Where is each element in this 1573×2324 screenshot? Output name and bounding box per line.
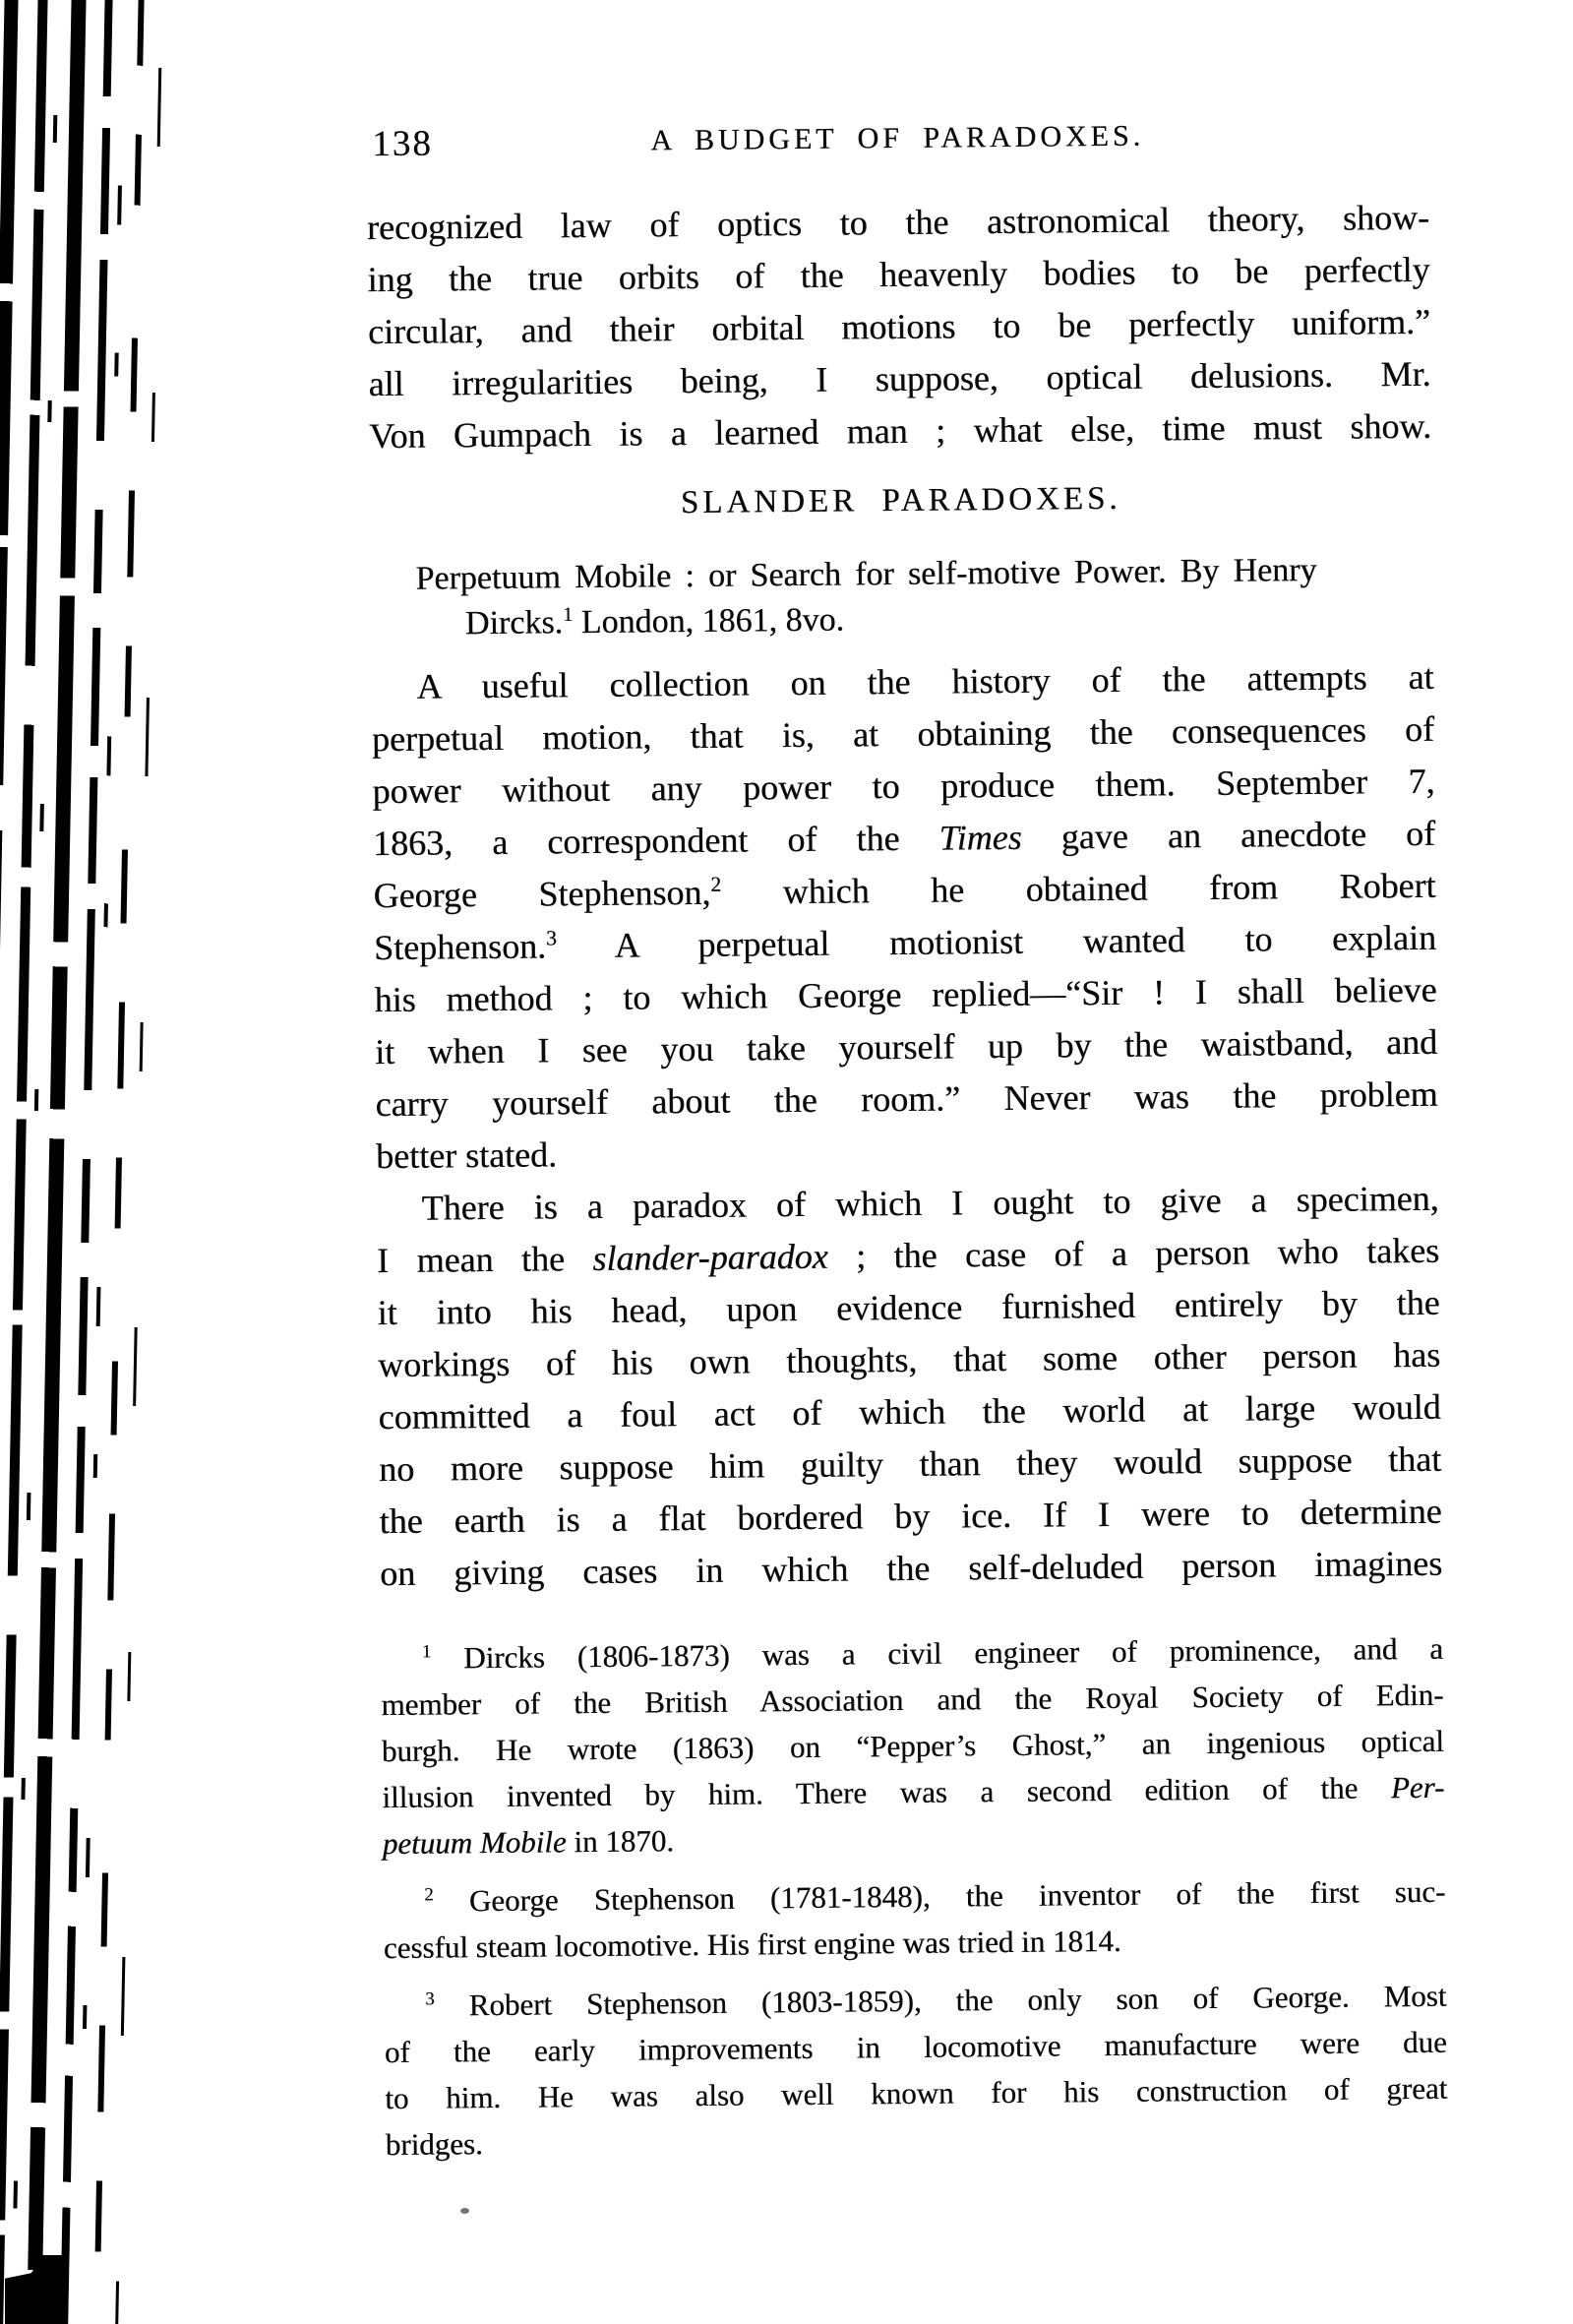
text-line: Stephenson.$^3$ A perpetual motionist wanted to explain xyxy=(373,917,1437,968)
text-line: circular, and their orbital motions to be perfectly uniform.” xyxy=(367,301,1431,352)
section-heading: SLANDER PARADOXES. xyxy=(680,480,1121,521)
text-line: to him. He was also well known for his construction of great xyxy=(385,2070,1448,2116)
page-content xyxy=(366,111,1448,2168)
text-line: There is a paradox of which I ought to give a specimen, xyxy=(421,1178,1439,1228)
footnote-marker: 1 xyxy=(421,1641,432,1663)
text-line: better stated. xyxy=(375,1134,558,1177)
text-line: committed a foul act of which the world at large would xyxy=(378,1386,1441,1437)
text-line: carry yourself about the room.” Never was the problem xyxy=(375,1073,1438,1125)
text-line: it into his head, upon evidence furnished entirely by the xyxy=(377,1282,1440,1333)
footnote-marker: 2 xyxy=(710,872,722,896)
italic-text: slander-paradox xyxy=(592,1236,828,1279)
footnote-marker: 1 xyxy=(562,603,574,626)
text-line: the earth is a flat bordered by ice. If I were to determine xyxy=(379,1491,1442,1542)
gutter-streak xyxy=(114,0,163,2324)
gutter-streak xyxy=(59,0,113,2324)
text-line: of the early improvements in locomotive manufacture were due xyxy=(384,2024,1447,2070)
text-line: all irregularities being, I suppose, optical delusions. Mr. xyxy=(368,353,1431,404)
text-line: 1863, a correspondent of the Times gave an anecdote of xyxy=(372,813,1436,864)
text-line: Dircks.$^1$ London, 1861, 8vo. xyxy=(464,601,845,642)
text-line: it when I see you take yourself up by the waistband, and xyxy=(374,1021,1438,1072)
gutter-streak xyxy=(0,0,19,2324)
text-line: A useful collection on the history of the attempts at xyxy=(416,656,1434,706)
text-line: bridges. xyxy=(385,2126,483,2163)
opening-paragraph xyxy=(367,192,1431,462)
footnote-1 xyxy=(381,1625,1445,1866)
footnote-2 xyxy=(383,1868,1446,1971)
scan-speck xyxy=(460,2208,469,2214)
text-line: power without any power to produce them. September 7, xyxy=(372,761,1435,812)
text-line: workings of his own thoughts, that some other person has xyxy=(377,1334,1441,1385)
page-header xyxy=(366,111,1428,166)
text-line: cessful steam locomotive. His first engine was tried in 1814. xyxy=(383,1923,1121,1966)
gutter-streak xyxy=(10,0,60,2324)
text-line: petuum Mobile in 1870. xyxy=(382,1823,675,1862)
footnote-marker: 3 xyxy=(425,1988,435,2010)
text-line: $^3$ Robert Stephenson (1803-1859), the only son of George. Most xyxy=(425,1978,1447,2023)
footnotes-section xyxy=(381,1625,1448,2168)
text-line: recognized law of optics to the astronomical theory, show- xyxy=(366,197,1430,248)
italic-text: petuum Mobile xyxy=(382,1824,567,1862)
text-line: illusion invented by him. There was a second edition of the Per- xyxy=(382,1769,1445,1815)
text-line: ing the true orbits of the heavenly bodies to be perfectly xyxy=(367,249,1430,300)
text-line: Perpetuum Mobile : or Search for self-motive Power. By Henry xyxy=(415,551,1317,597)
gutter-streak xyxy=(92,0,145,2324)
text-line: on giving cases in which the self-deluded person imagines xyxy=(380,1543,1443,1594)
italic-text: Per- xyxy=(1390,1769,1445,1805)
text-line: perpetual motion, that is, at obtaining the consequences of xyxy=(371,708,1435,760)
footnote-marker: 2 xyxy=(424,1884,434,1906)
gutter-streak xyxy=(76,0,126,2324)
footnote-marker: 3 xyxy=(545,926,557,950)
gutter-streak xyxy=(26,0,87,2324)
text-line: his method ; to which George replied—“Sir ! I shall believe xyxy=(374,969,1437,1020)
scan-ink-blob xyxy=(5,2255,62,2324)
gutter-streak xyxy=(0,0,48,2324)
text-line: member of the British Association and the Royal Society of Edin- xyxy=(381,1677,1444,1723)
text-line: George Stephenson,$^2$ which he obtained from Robert xyxy=(373,865,1436,916)
footnote-3 xyxy=(384,1973,1448,2168)
text-line: $^1$ Dircks (1806-1873) was a civil engineer of prominence, and a xyxy=(421,1630,1444,1676)
citation-block xyxy=(370,547,1433,647)
italic-text: Times xyxy=(938,817,1022,858)
text-line: I mean the slander-paradox ; the case of a person who takes xyxy=(376,1230,1440,1281)
text-line: Von Gumpach is a learned man ; what else, time must show. xyxy=(368,405,1432,457)
text-line: $^2$ George Stephenson (1781-1848), the inventor of the first suc- xyxy=(424,1873,1446,1919)
body-paragraph-2 xyxy=(376,1173,1442,1600)
text-line: burgh. He wrote (1863) on “Pepper’s Ghost,” an ingenious optical xyxy=(381,1723,1445,1769)
running-title: A BUDGET OF PARADOXES. xyxy=(650,119,1145,157)
body-paragraph-1 xyxy=(371,651,1438,1183)
text-line: no more suppose him guilty than they would suppose that xyxy=(378,1438,1442,1490)
scan-gutter-streaks xyxy=(0,0,207,2324)
page-number: 138 xyxy=(372,123,433,165)
